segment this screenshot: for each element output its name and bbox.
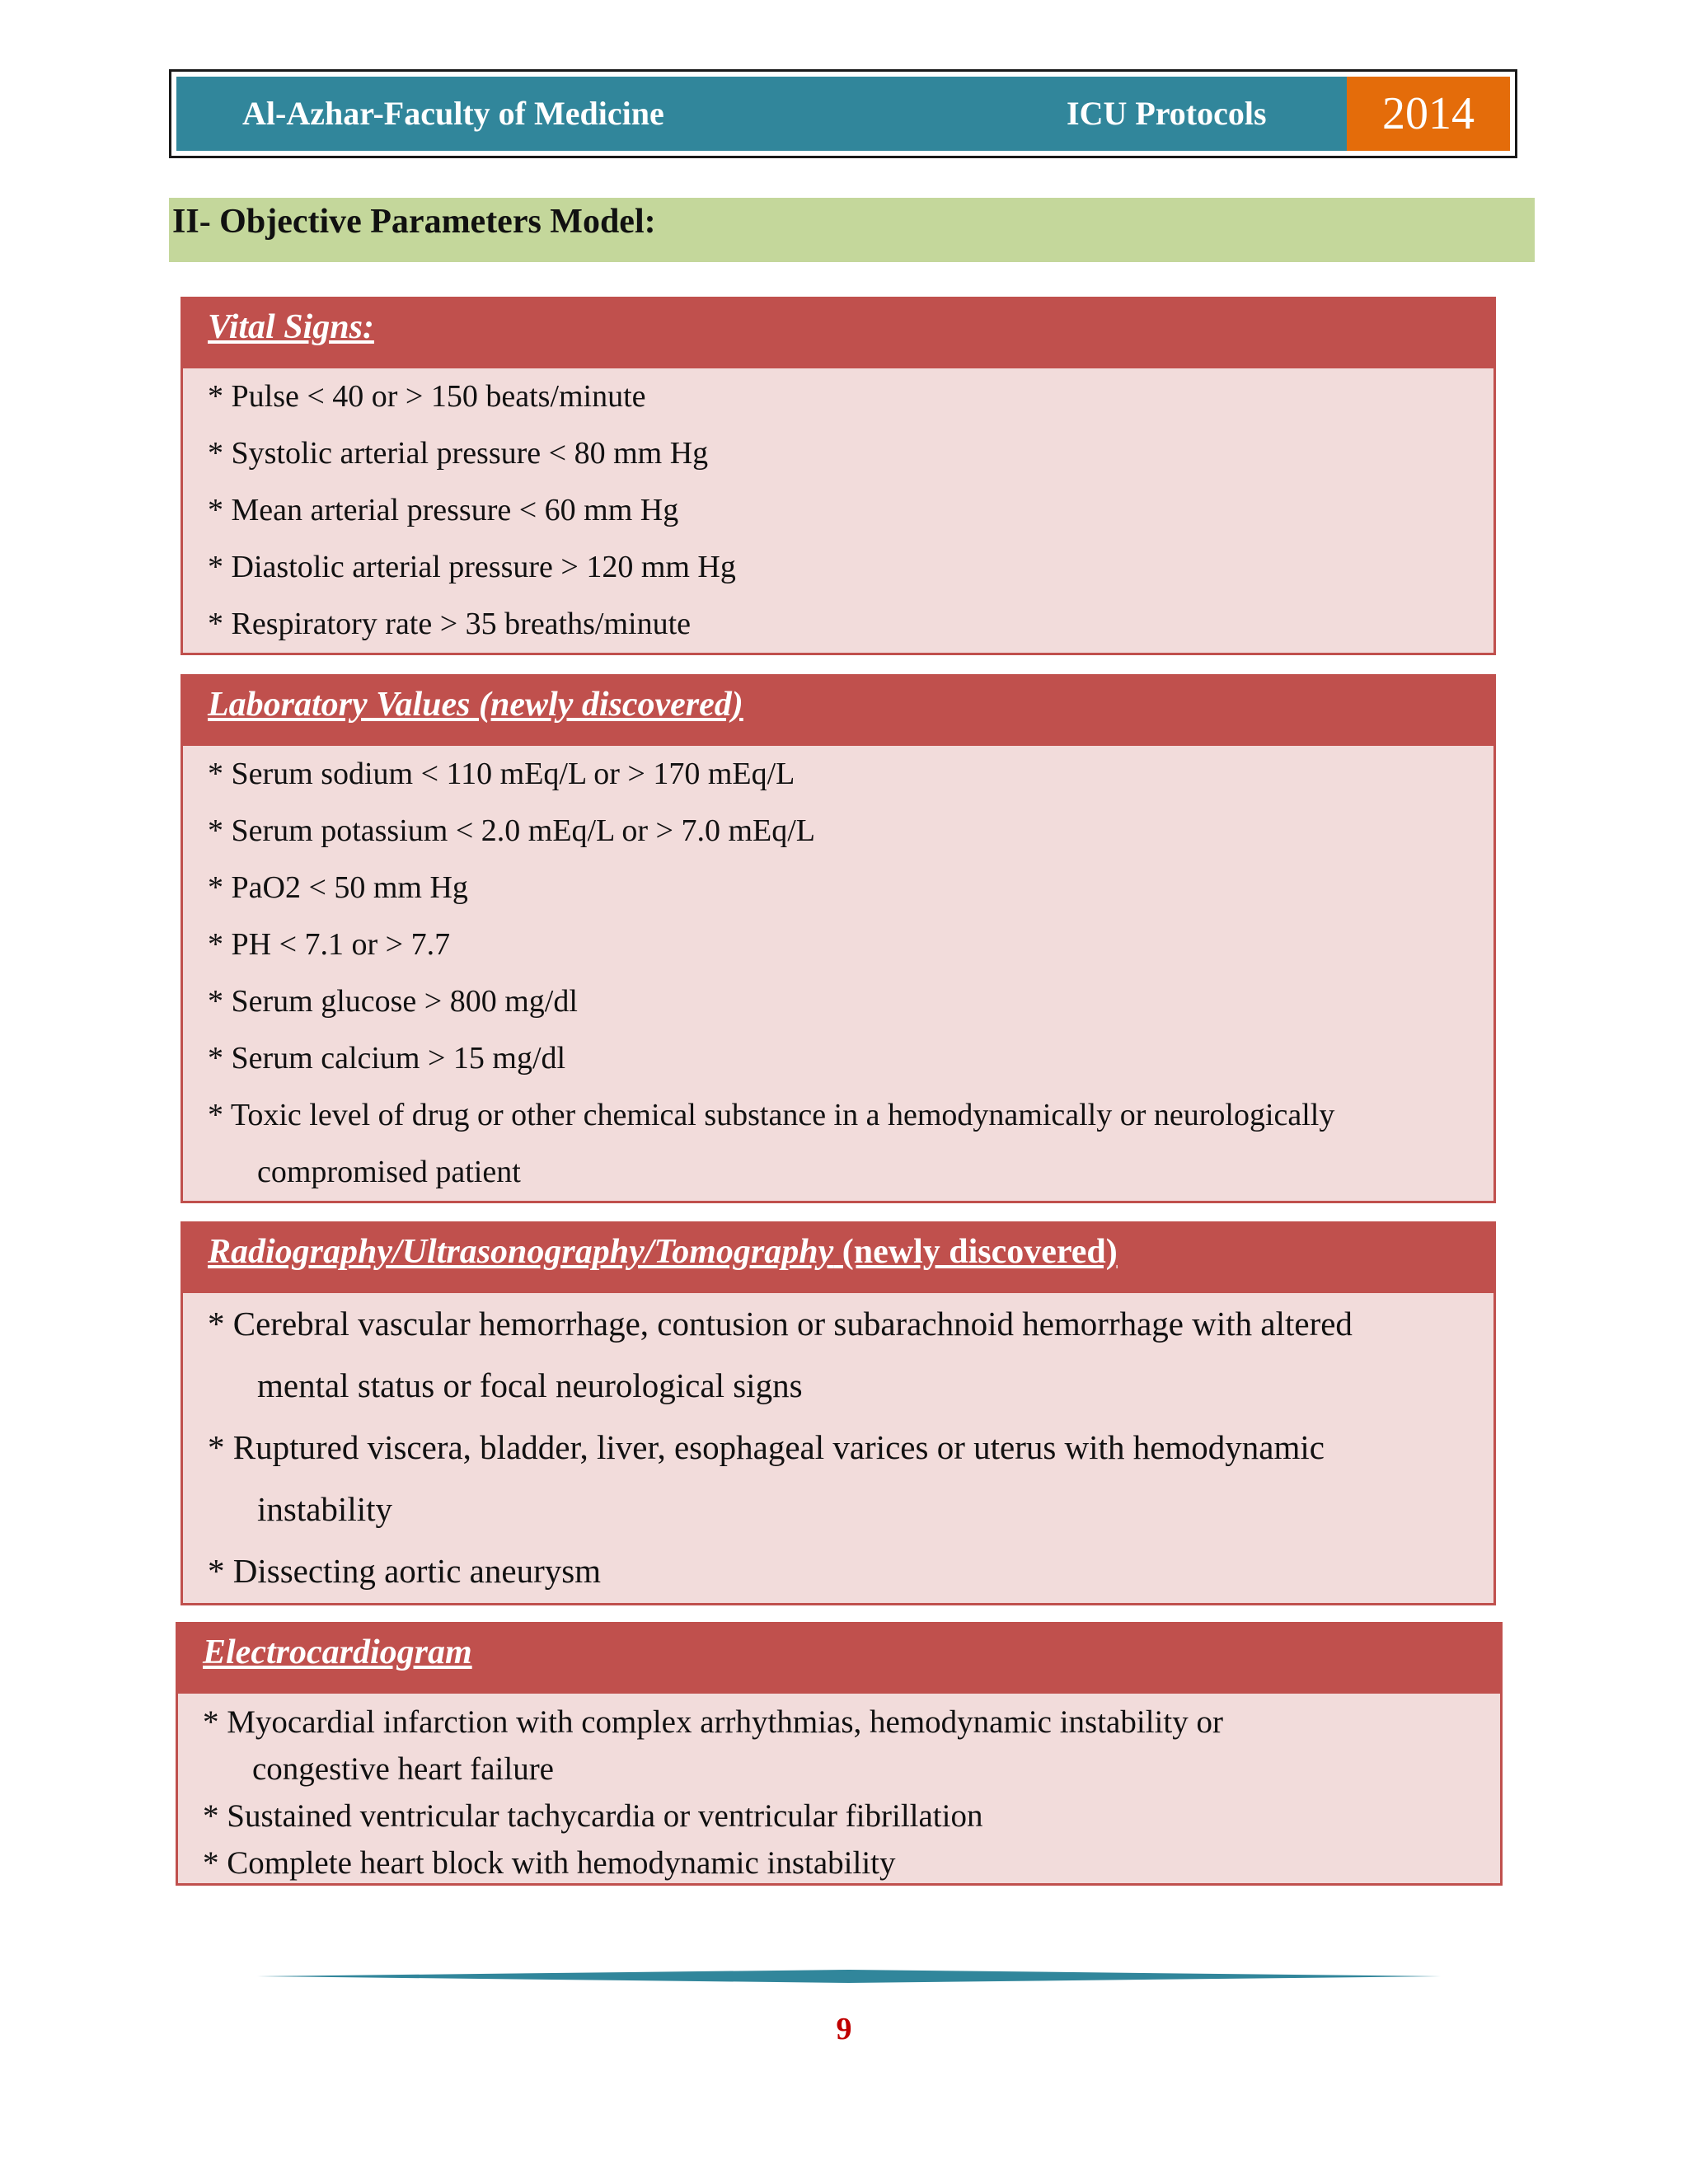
electrocardiogram-heading	[178, 1624, 1500, 1694]
list-item: * Serum potassium < 2.0 mEq/L or > 7.0 mEq/L	[208, 813, 816, 848]
electrocardiogram-box	[176, 1622, 1503, 1886]
footer-divider	[257, 1968, 1441, 1985]
electrocardiogram-list	[178, 1694, 1500, 1886]
list-item-line: * Cerebral vascular hemorrhage, contusion or subarachnoid hemorrhage with altered	[208, 1305, 1353, 1343]
laboratory-list	[183, 746, 1493, 1201]
radiography-title: Radiography/Ultrasonography/Tomography	[208, 1233, 834, 1271]
header-institution: Al-Azhar-Faculty of Medicine	[242, 95, 664, 132]
vital-signs-box	[181, 297, 1496, 655]
list-item: * Complete heart block with hemodynamic instability	[203, 1845, 896, 1881]
radiography-box	[181, 1221, 1496, 1605]
list-item: * Diastolic arterial pressure > 120 mm Hg	[208, 550, 736, 584]
radiography-heading	[183, 1224, 1493, 1293]
list-item-line: * Toxic level of drug or other chemical substance in a hemodynamically or neurologically	[208, 1098, 1335, 1132]
list-item	[208, 1293, 1477, 1417]
list-item: * Serum glucose > 800 mg/dl	[208, 984, 578, 1019]
list-item-continuation: mental status or focal neurological signs	[257, 1366, 803, 1404]
list-item: * Pulse < 40 or > 150 beats/minute	[208, 379, 646, 414]
list-item-line: * Myocardial infarction with complex arrhythmias, hemodynamic instability or	[203, 1704, 1223, 1740]
list-item	[203, 1699, 1484, 1793]
list-item: * Serum sodium < 110 mEq/L or > 170 mEq/L	[208, 757, 795, 791]
laboratory-heading	[183, 677, 1493, 746]
list-item: * Dissecting aortic aneurysm	[208, 1552, 602, 1590]
page-number: 9	[836, 2012, 852, 2046]
list-item	[208, 1417, 1477, 1540]
list-item-continuation: congestive heart failure	[252, 1751, 554, 1787]
list-item: * Serum calcium > 15 mg/dl	[208, 1041, 566, 1076]
list-item: * Sustained ventricular tachycardia or ventricular fibrillation	[203, 1798, 983, 1834]
list-item: * Respiratory rate > 35 breaths/minute	[208, 607, 691, 641]
list-item-continuation: compromised patient	[257, 1155, 521, 1189]
list-item: * Systolic arterial pressure < 80 mm Hg	[208, 436, 709, 471]
laboratory-title: Laboratory Values (newly discovered)	[208, 686, 743, 724]
vital-signs-list	[183, 368, 1493, 653]
vital-signs-title: Vital Signs:	[208, 308, 374, 346]
laboratory-box	[181, 674, 1496, 1203]
list-item	[208, 1087, 1477, 1201]
list-item-continuation: instability	[257, 1490, 392, 1528]
radiography-list	[183, 1293, 1493, 1602]
list-item: * Mean arterial pressure < 60 mm Hg	[208, 493, 679, 527]
header-year: 2014	[1347, 77, 1510, 151]
header-blue-band	[176, 77, 1347, 151]
radiography-title-suffix: (newly discovered)	[833, 1233, 1118, 1271]
header-document-title: ICU Protocols	[1067, 95, 1267, 132]
vital-signs-heading	[183, 299, 1493, 368]
list-item-line: * Ruptured viscera, bladder, liver, esophageal varices or uterus with hemodynamic	[208, 1428, 1325, 1466]
electrocardiogram-title: Electrocardiogram	[203, 1633, 472, 1671]
page-header	[169, 69, 1517, 158]
list-item: * PaO2 < 50 mm Hg	[208, 870, 468, 905]
list-item: * PH < 7.1 or > 7.7	[208, 927, 451, 962]
section-title: II- Objective Parameters Model:	[169, 198, 1535, 262]
